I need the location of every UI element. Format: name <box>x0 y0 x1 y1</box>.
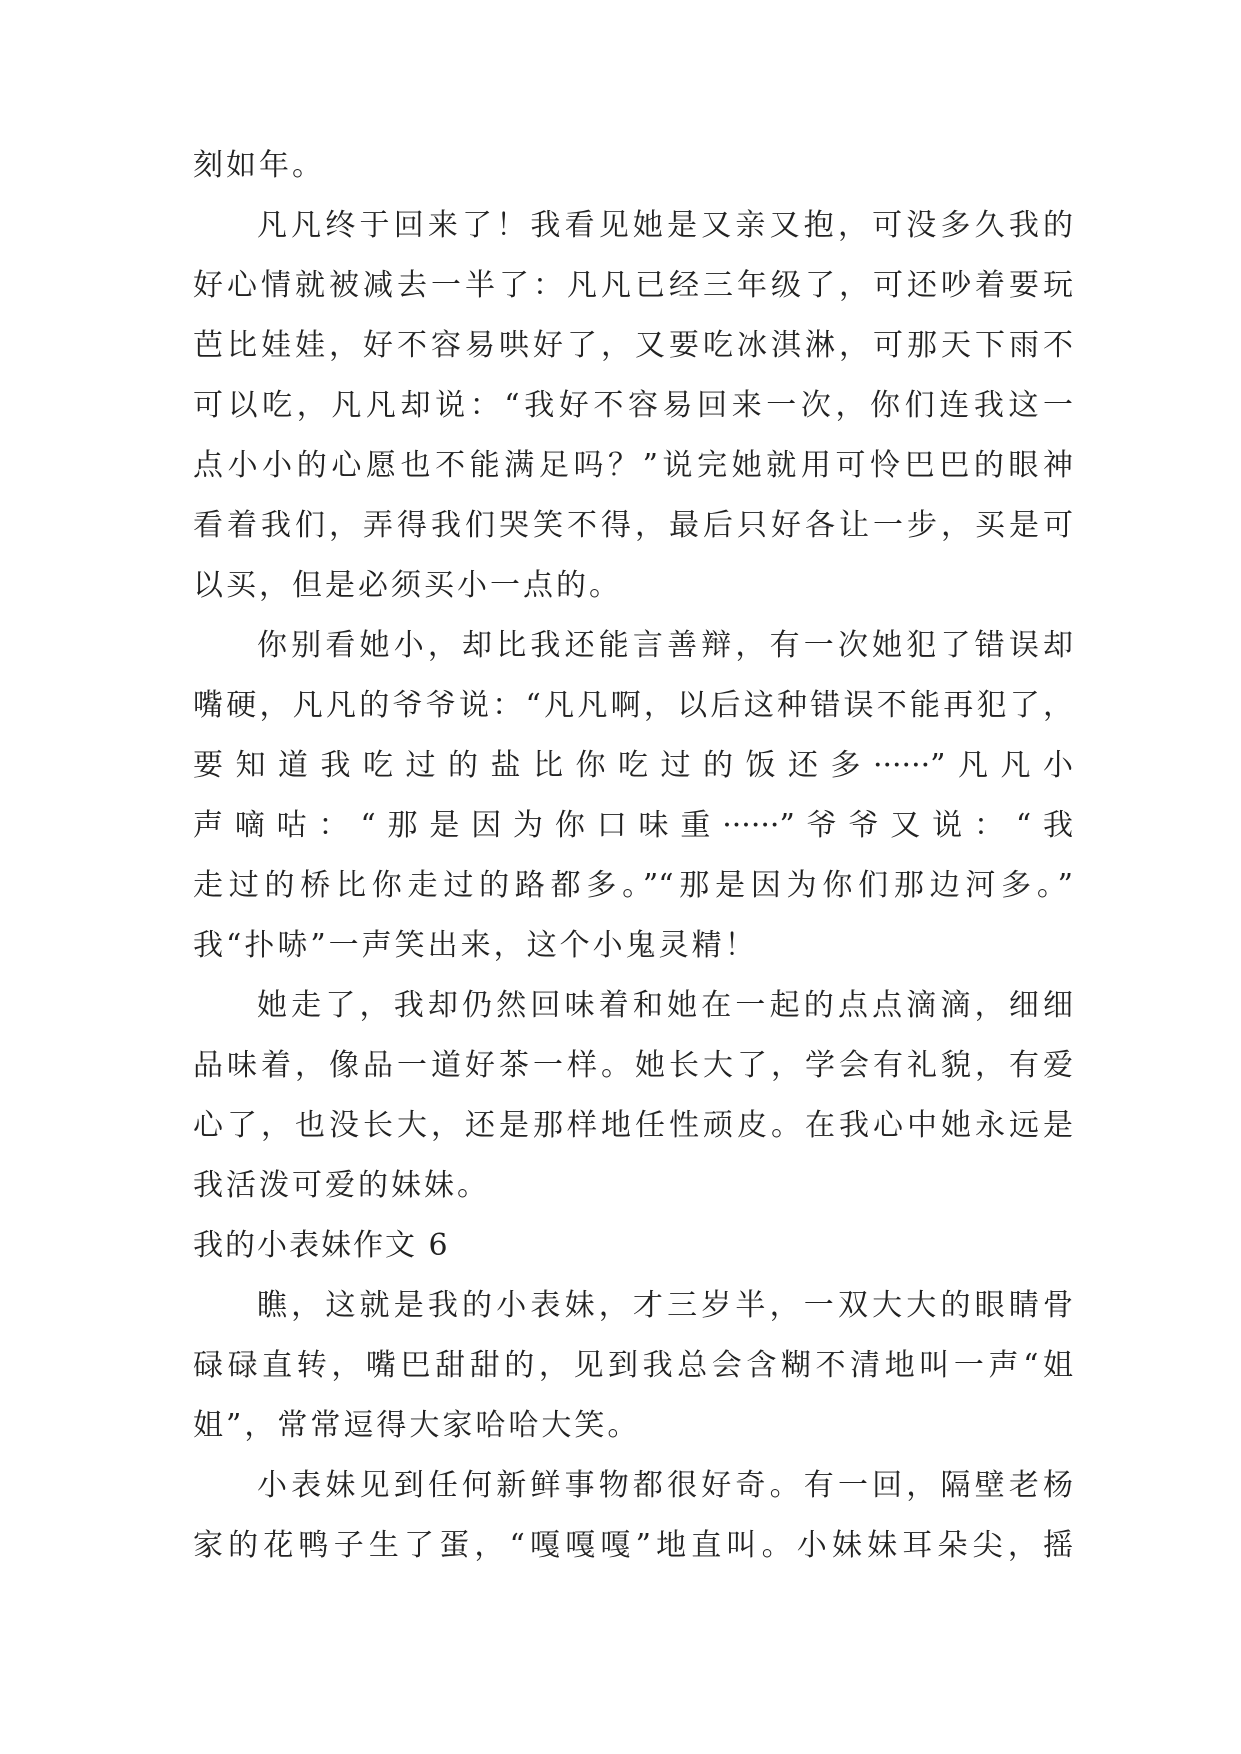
text-line: 家的花鸭子生了蛋，“嘎嘎嘎”地直叫。小妹妹耳朵尖，摇 <box>193 1528 1073 1563</box>
text-line: 品味着，像品一道好茶一样。她长大了，学会有礼貌，有爱 <box>193 1048 1073 1083</box>
text-line: 以买，但是必须买小一点的。 <box>193 568 622 603</box>
text-line: 心了，也没长大，还是那样地任性顽皮。在我心中她永远是 <box>193 1108 1073 1143</box>
paragraph-first-line: 小表妹见到任何新鲜事物都很好奇。有一回，隔壁老杨 <box>257 1468 1073 1503</box>
text-line: 我活泼可爱的妹妹。 <box>193 1168 490 1203</box>
text-line: 芭比娃娃，好不容易哄好了，又要吃冰淇淋，可那天下雨不 <box>193 328 1073 363</box>
text-line: 要知道我吃过的盐比你吃过的饭还多······”凡凡小 <box>193 748 1073 783</box>
text-line: 可以吃，凡凡却说：“我好不容易回来一次，你们连我这一 <box>193 388 1073 423</box>
text-line: 刻如年。 <box>193 148 325 183</box>
text-line: 姐”，常常逗得大家哈哈大笑。 <box>193 1408 641 1443</box>
text-line: 点小小的心愿也不能满足吗？”说完她就用可怜巴巴的眼神 <box>193 448 1073 483</box>
text-line: 好心情就被减去一半了：凡凡已经三年级了，可还吵着要玩 <box>193 268 1073 303</box>
text-line: 我“扑哧”一声笑出来，这个小鬼灵精！ <box>193 928 758 963</box>
paragraph-first-line: 她走了，我却仍然回味着和她在一起的点点滴滴，细细 <box>257 988 1073 1023</box>
paragraph-first-line: 瞧，这就是我的小表妹，才三岁半，一双大大的眼睛骨 <box>257 1288 1073 1323</box>
section-heading: 我的小表妹作文 6 <box>193 1228 450 1263</box>
text-line: 嘴硬，凡凡的爷爷说：“凡凡啊，以后这种错误不能再犯了， <box>193 688 1073 723</box>
text-line: 走过的桥比你走过的路都多。”“那是因为你们那边河多。” <box>193 868 1073 903</box>
text-line: 看着我们，弄得我们哭笑不得，最后只好各让一步，买是可 <box>193 508 1073 543</box>
text-line: 声嘀咕：“那是因为你口味重······”爷爷又说：“我 <box>193 808 1073 843</box>
text-line: 碌碌直转，嘴巴甜甜的，见到我总会含糊不清地叫一声“姐 <box>193 1348 1073 1383</box>
paragraph-first-line: 你别看她小，却比我还能言善辩，有一次她犯了错误却 <box>257 628 1073 663</box>
paragraph-first-line: 凡凡终于回来了！我看见她是又亲又抱，可没多久我的 <box>257 208 1073 243</box>
